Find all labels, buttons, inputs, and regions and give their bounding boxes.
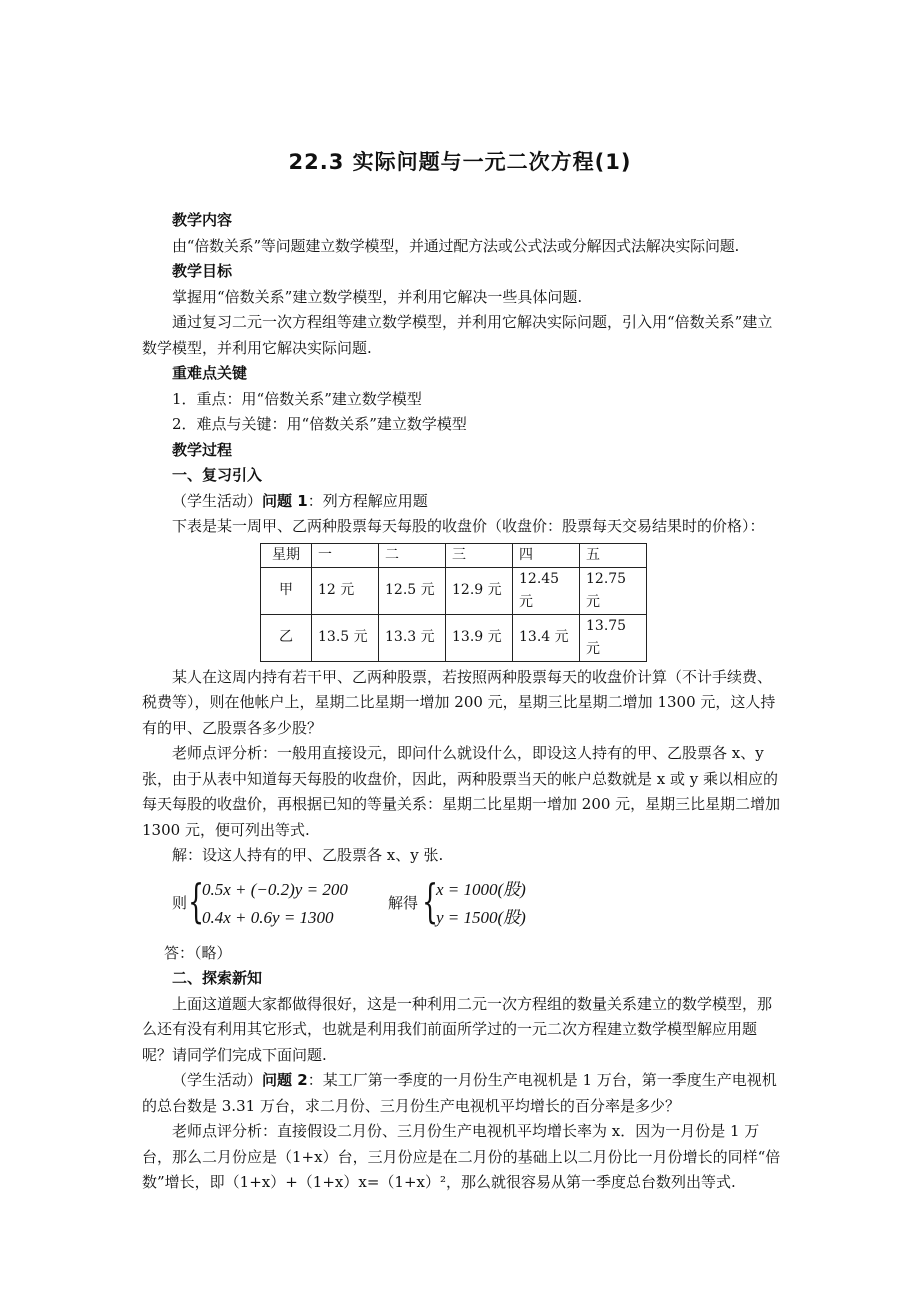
solution-intro: 解：设这人持有的甲、乙股票各 x、y 张. [172, 846, 444, 864]
equation-block [142, 871, 782, 937]
table-header-row [261, 543, 647, 567]
table-header-cell: 一 [312, 543, 379, 567]
table-cell: 13.9 元 [446, 614, 513, 661]
heading-goals: 教学目标 [172, 262, 233, 280]
table-cell: 12 元 [312, 567, 379, 614]
solved-label: 解得 [388, 893, 419, 912]
goals-p1: 掌握用“倍数关系”建立数学模型，并利用它解决一些具体问题. [172, 287, 583, 306]
table-cell: 12.45 元 [513, 567, 580, 614]
problem2-line [142, 1068, 782, 1119]
table-cell: 13.4 元 [513, 614, 580, 661]
problem2-label: 问题 2 [262, 1071, 308, 1089]
left-brace: { [422, 873, 439, 928]
equation-2: 0.4x + 0.6y = 1300 [202, 907, 334, 927]
table-cell: 13.3 元 [379, 614, 446, 661]
heading-keys: 重难点关键 [172, 364, 248, 382]
table-cell: 12.5 元 [379, 567, 446, 614]
page-title: 22.3 实际问题与一元二次方程(1) [288, 150, 632, 174]
table-header-cell: 星期 [261, 543, 312, 567]
table-cell: 13.5 元 [312, 614, 379, 661]
activity-prefix: （学生活动） [172, 1071, 263, 1089]
stock-price-table [260, 543, 647, 662]
teacher-comment-1: 老师点评分析：一般用直接设元，即问什么就设什么，即设这人持有的甲、乙股票各 x、y 张，由于从表中知道每天每股的收盘价，因此，两种股票当天的帐户总数就是 x 或 y 乘以相应的每天每股的收盘价，再根据已知的等量关系：星期二比星期一增加 200 元，星期三比星期二增加 1300 元，便可列出等式. [142, 744, 781, 839]
content-text: 由“倍数关系”等问题建立数学模型，并通过配方法或公式法或分解因式法解决实际问题. [172, 236, 740, 255]
heading-part2: 二、探索新知 [172, 969, 263, 987]
table-cell: 乙 [261, 614, 312, 661]
document-body [142, 208, 782, 1196]
heading-part1: 一、复习引入 [172, 466, 263, 484]
problem2-text: ：某工厂第一季度的一月份生产电视机是 1 万台，第一季度生产电视机的总台数是 3.31 万台，求二月份、三月份生产电视机平均增长的百分率是多少？ [142, 1071, 777, 1115]
part2-intro: 上面这道题大家都做得很好，这是一种利用二元一次方程组的数量关系建立的数学模型，那么还有没有利用其它形式，也就是利用我们前面所学过的一元二次方程建立数学模型解应用题呢？请同学们完成下面问题. [142, 994, 773, 1064]
then-label: 则 [172, 893, 188, 912]
activity-prefix: （学生活动） [172, 491, 263, 510]
table-cell: 13.75 元 [580, 614, 647, 661]
problem1-line [142, 489, 782, 515]
table-header-cell: 五 [580, 543, 647, 567]
solution-1: x = 1000(股) [436, 879, 526, 899]
heading-content: 教学内容 [172, 211, 233, 229]
solution-2: y = 1500(股) [436, 907, 526, 927]
problem1-label: 问题 1 [262, 491, 308, 510]
table-header-cell: 三 [446, 543, 513, 567]
problem1-body: 某人在这周内持有若干甲、乙两种股票，若按照两种股票每天的收盘价计算（不计手续费、税费等），则在他帐户上，星期二比星期一增加 200 元，星期三比星期二增加 1300 元，这人持有的甲、乙股票各多少股？ [142, 667, 776, 737]
answer: 答：（略） [164, 943, 232, 962]
table-cell: 12.9 元 [446, 567, 513, 614]
teacher-comment-2: 老师点评分析：直接假设二月份、三月份生产电视机平均增长率为 x．因为一月份是 1 万台，那么二月份应是（1+x）台，三月份应是在二月份的基础上以二月份比一月份增长的同样“倍数”增长，即（1+x）+（1+x）x=（1+x）²，那么就很容易从第一季度总台数列出等式. [142, 1122, 781, 1191]
left-brace: { [188, 873, 205, 928]
table-header-cell: 四 [513, 543, 580, 567]
equation-1: 0.5x + (−0.2)y = 200 [202, 879, 348, 899]
table-cell: 12.75 元 [580, 567, 647, 614]
keys-item1: 1．重点：用“倍数关系”建立数学模型 [172, 389, 422, 408]
keys-item2: 2．难点与关键：用“倍数关系”建立数学模型 [172, 415, 467, 433]
table-row [261, 567, 647, 614]
table-intro: 下表是某一周甲、乙两种股票每天每股的收盘价（收盘价：股票每天交易结果时的价格）： [172, 517, 765, 535]
heading-process: 教学过程 [172, 440, 233, 459]
goals-p2: 通过复习二元一次方程组等建立数学模型，并利用它解决实际问题，引入用“倍数关系”建立数学模型，并利用它解决实际问题. [142, 313, 773, 357]
table-header-cell: 二 [379, 543, 446, 567]
problem1-text: ：列方程解应用题 [307, 491, 428, 510]
table-cell: 甲 [261, 567, 312, 614]
table-row [261, 614, 647, 661]
